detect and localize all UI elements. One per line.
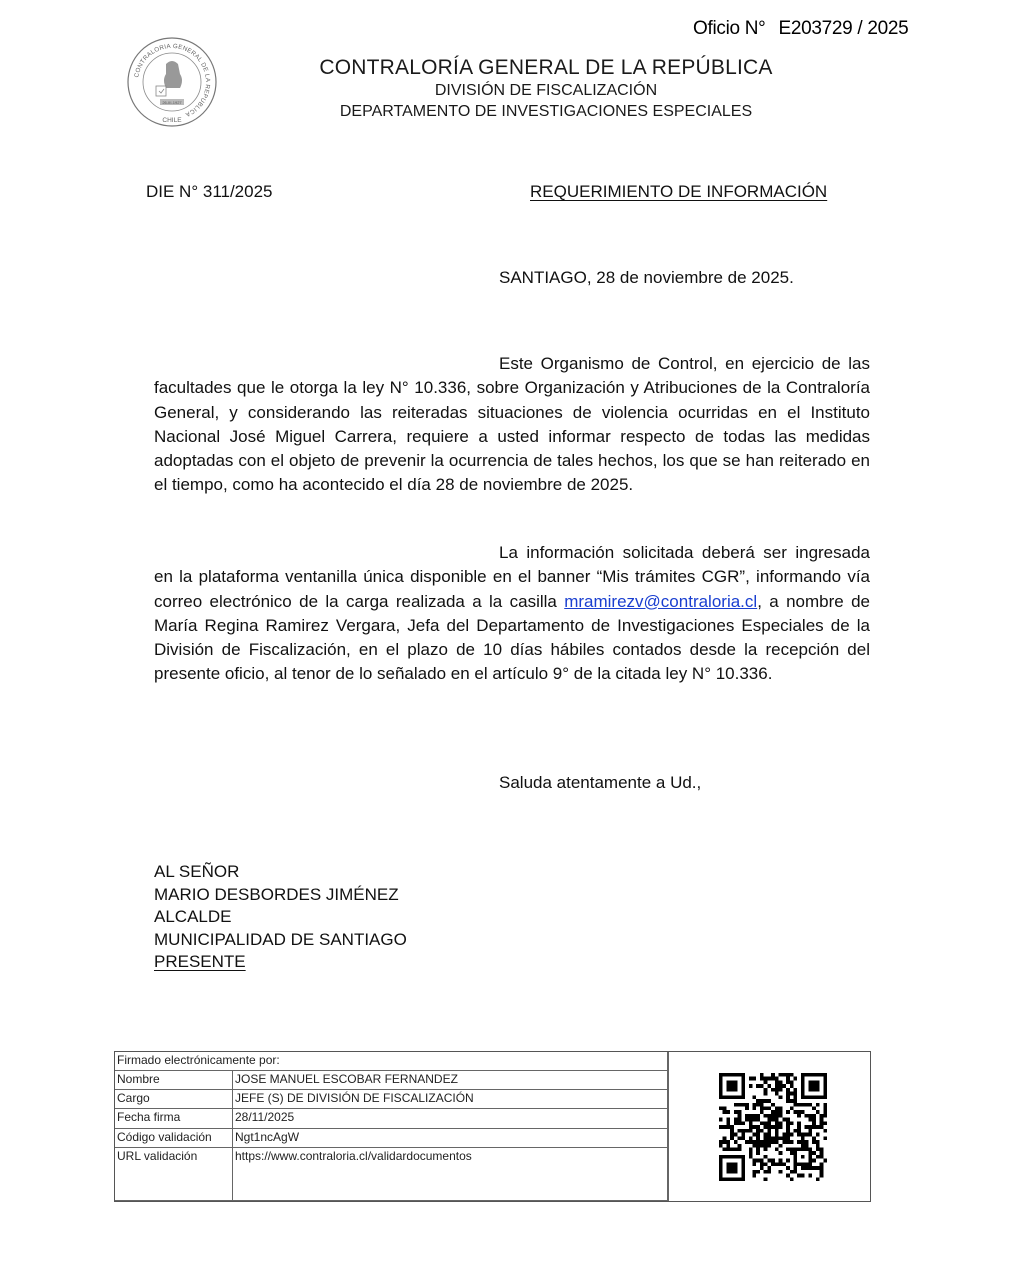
letterhead (296, 56, 796, 122)
signature-row (115, 1128, 668, 1147)
signature-value: JOSE MANUEL ESCOBAR FERNANDEZ (233, 1071, 668, 1090)
addressee-presente: PRESENTE (154, 952, 246, 971)
signature-row (115, 1109, 668, 1128)
paragraph-2-text-before: La información solicitada deberá ser ingresada en la plataforma ventanilla única disponible en el banner “Mis trámites CGR”, informando vía correo electrónico de la carga realizada a la casilla (154, 543, 870, 611)
qr-area (668, 1052, 871, 1201)
svg-text:CHILE: CHILE (162, 117, 182, 124)
addressee-name: MARIO DESBORDES JIMÉNEZ (154, 884, 399, 904)
paragraph-1-text: Este Organismo de Control, en ejercicio de las facultades que le otorga la ley N° 10.336, sobre Organización y Atribuciones de la Contraloría General, y considerando las reiteradas situaciones de violencia ocurridas en el Instituto Nacional José Miguel Carrera, requiere a usted informar respecto de todas las medidas adoptadas con el objeto de prevenir la ocurrencia de tales hechos, los que se han reiterado en el tiempo, como ha acontecido el día 28 de noviembre de 2025. (154, 354, 870, 495)
signature-label: Nombre (115, 1071, 233, 1090)
document-subject: REQUERIMIENTO DE INFORMACIÓN (530, 182, 828, 201)
oficio-number (693, 18, 908, 40)
signature-heading: Firmado electrónicamente por: (115, 1052, 668, 1071)
oficio-label: Oficio N° (693, 18, 766, 39)
contraloria-seal-icon (126, 36, 218, 128)
signature-row (115, 1071, 668, 1090)
electronic-signature-box (114, 1051, 871, 1202)
paragraph-1 (154, 352, 870, 498)
addressee-title: ALCALDE (154, 907, 232, 926)
reference-number: DIE N° 311/2025 (146, 182, 273, 201)
signature-table (115, 1052, 668, 1201)
addressee-salutation: AL SEÑOR (154, 862, 240, 881)
signature-label: Cargo (115, 1090, 233, 1109)
paragraph-2 (154, 541, 870, 687)
addressee-organization: MUNICIPALIDAD DE SANTIAGO (154, 929, 407, 949)
oficio-value: E203729 / 2025 (778, 18, 909, 39)
signature-label: Código validación (115, 1128, 233, 1147)
department-name: DEPARTAMENTO DE INVESTIGACIONES ESPECIALES (339, 103, 753, 120)
signature-row (115, 1147, 668, 1200)
place-date: SANTIAGO, 28 de noviembre de 2025. (499, 268, 794, 287)
institution-name: CONTRALORÍA GENERAL DE LA REPÚBLICA (319, 56, 773, 79)
signature-value: 28/11/2025 (233, 1109, 668, 1128)
email-link[interactable]: mramirezv@contraloria.cl (564, 591, 758, 611)
signature-label: Fecha firma (115, 1109, 233, 1128)
closing: Saluda atentamente a Ud., (499, 773, 702, 792)
signature-value: JEFE (S) DE DIVISIÓN DE FISCALIZACIÓN (233, 1090, 668, 1109)
signature-value: Ngt1ncAgW (233, 1128, 668, 1147)
paragraph-2-text-after: , a nombre de María Regina Ramirez Vergara, Jefa del Departamento de Investigaciones Especiales de la División de Fiscalización, en el plazo de 10 días hábiles contados desde la recepción del presente oficio, al tenor de lo señalado en el artículo 9° de la citada ley N° 10.336. (154, 591, 870, 684)
qr-code-icon (719, 1073, 827, 1181)
signature-heading-row (115, 1052, 668, 1071)
signature-label: URL validación (115, 1147, 233, 1200)
svg-text:26-III-1927: 26-III-1927 (162, 100, 182, 105)
signature-row (115, 1090, 668, 1109)
svg-text:CONTRALORIA GENERAL DE LA REPU: CONTRALORIA GENERAL DE LA REPUBLICA (133, 42, 212, 118)
signature-url: https://www.contraloria.cl/validardocumentos (233, 1147, 668, 1200)
division-name: DIVISIÓN DE FISCALIZACIÓN (434, 82, 658, 99)
addressee-block (154, 861, 407, 974)
